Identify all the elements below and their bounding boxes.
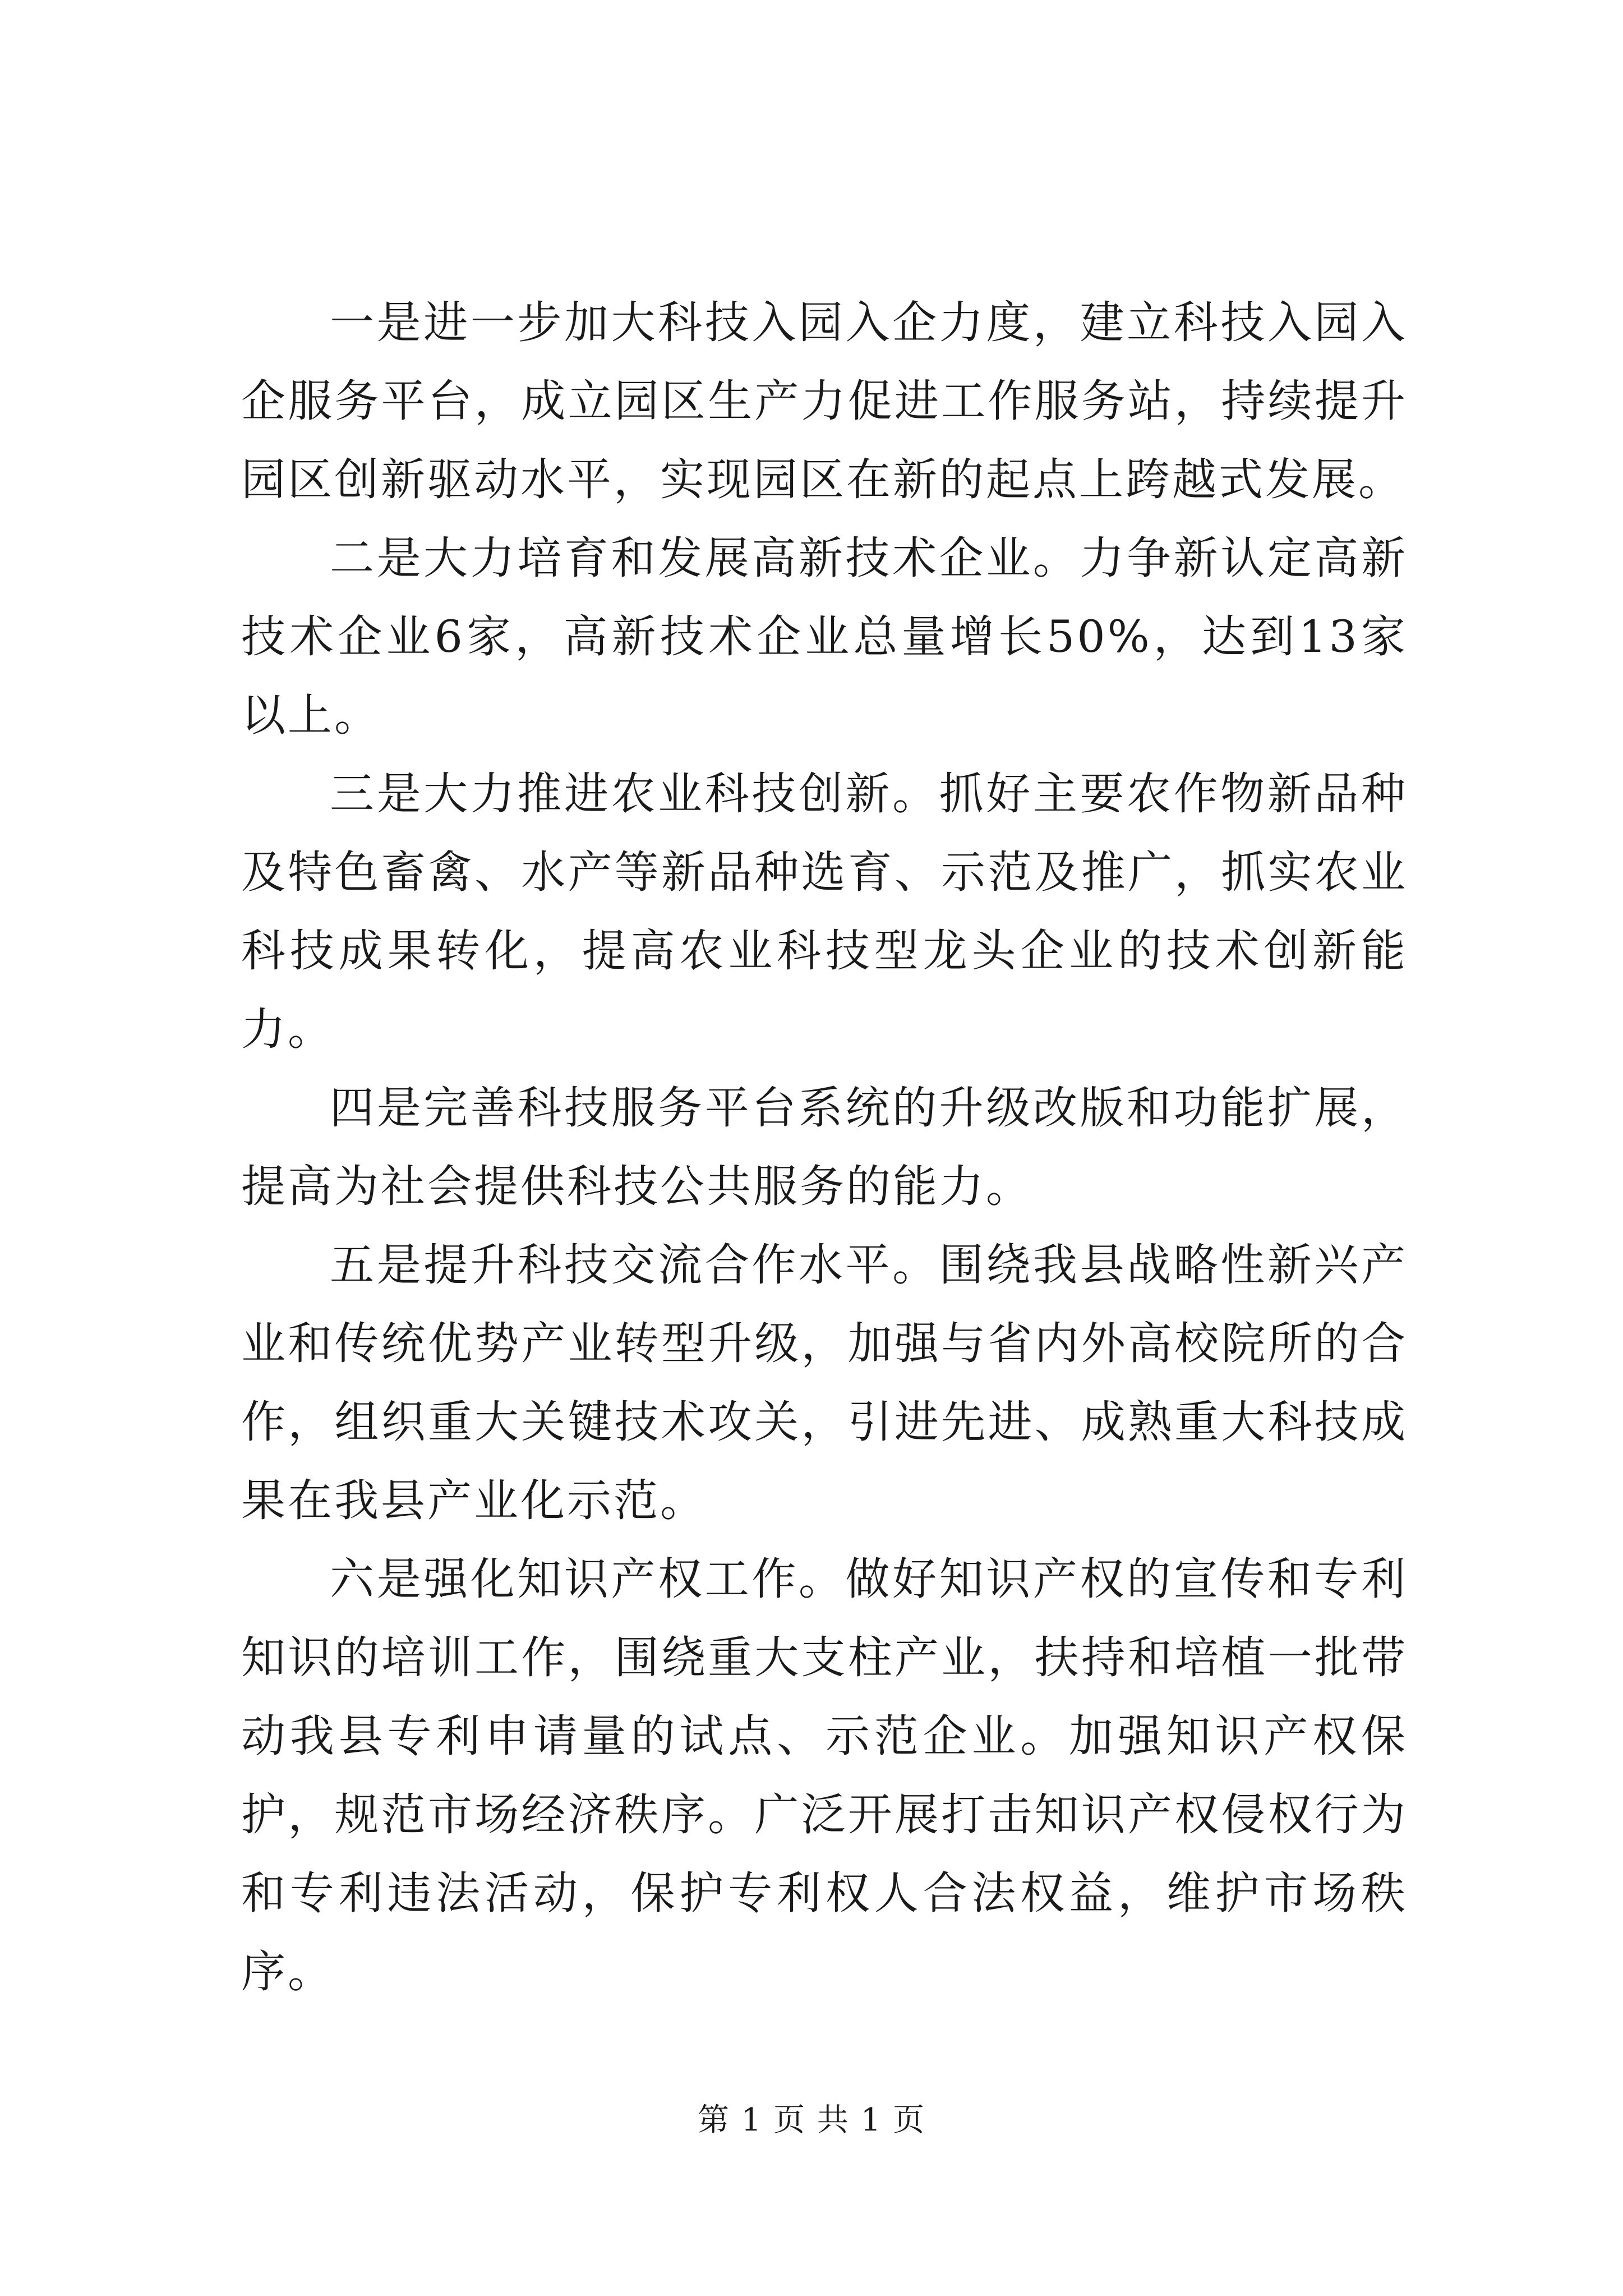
- page-footer: 第 1 页 共 1 页: [697, 2102, 926, 2138]
- paragraph-3: 三是大力推进农业科技创新。抓好主要农作物新品种及特色畜禽、水产等新品种选育、示范及推广，抓实农业科技成果转化，提高农业科技型龙头企业的技术创新能力。: [241, 768, 1408, 1055]
- paragraph-6: 六是强化知识产权工作。做好知识产权的宣传和专利知识的培训工作，围绕重大支柱产业，扶持和培植一批带动我县专利申请量的试点、示范企业。加强知识产权保护，规范市场经济秩序。广泛开展打击知识产权侵权行为和专利违法活动，保护专利权人合法权益，维护市场秩序。: [241, 1553, 1408, 1998]
- paragraph-2: 二是大力培育和发展高新技术企业。力争新认定高新技术企业6家，高新技术企业总量增长50%，达到13家以上。: [241, 532, 1408, 741]
- paragraph-5: 五是提升科技交流合作水平。围绕我县战略性新兴产业和传统优势产业转型升级，加强与省内外高校院所的合作，组织重大关键技术攻关，引进先进、成熟重大科技成果在我县产业化示范。: [241, 1239, 1408, 1526]
- paragraph-1: 一是进一步加大科技入园入企力度，建立科技入园入企服务平台，成立园区生产力促进工作服务站，持续提升园区创新驱动水平，实现园区在新的起点上跨越式发展。: [241, 297, 1408, 505]
- paragraph-4: 四是完善科技服务平台系统的升级改版和功能扩展，提高为社会提供科技公共服务的能力。: [241, 1082, 1408, 1212]
- document-body: [241, 283, 1408, 2011]
